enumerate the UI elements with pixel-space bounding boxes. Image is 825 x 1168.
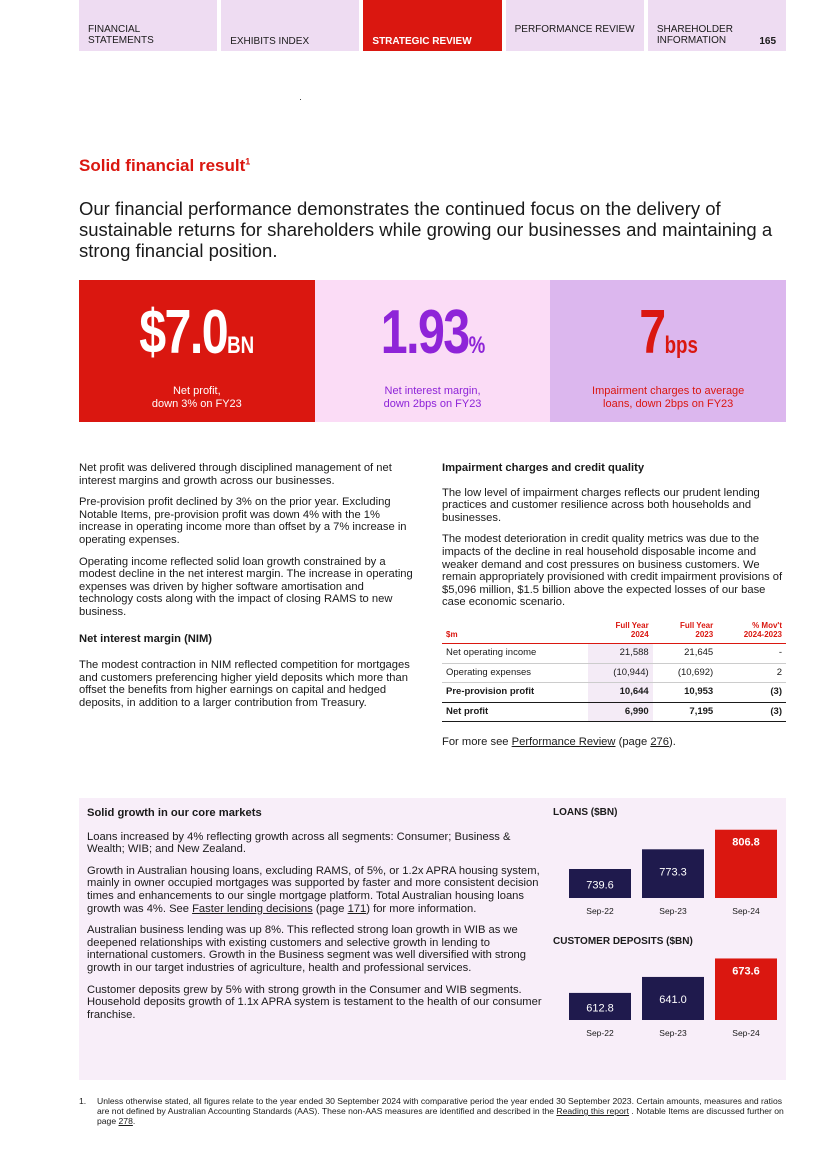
kpi-net-interest-margin xyxy=(315,280,551,422)
deposits-chart-title: CUSTOMER DEPOSITS ($BN) xyxy=(553,936,693,947)
table-cell: (3) xyxy=(717,683,786,703)
bar-value-label: 739.6 xyxy=(586,879,614,892)
table-row xyxy=(442,683,786,703)
table-row xyxy=(442,702,786,722)
table-cell: - xyxy=(717,643,786,663)
bar-value-label: 673.6 xyxy=(732,965,760,978)
kpi-description: Net profit, down 3% on FY23 xyxy=(151,385,242,410)
financial-table xyxy=(442,618,786,722)
paragraph: Growth in Australian housing loans, excluding RAMS, of 5%, or 1.2x APRA housing system, mainly in owner occupied mortgages was supported by faster and more consistent decision times and enhancements to our single mortgage platform. Total Australian housing loans growth was 4%. See Faster lending decisions (page 171) for more information. xyxy=(87,864,540,915)
kpi-value: $7.0BN xyxy=(139,298,255,367)
paragraph: The low level of impairment charges reflects our prudent lending practices and customer resilience across both households and businesses. xyxy=(442,486,760,524)
table-cell: 21,645 xyxy=(653,643,718,663)
bar-value-label: 612.8 xyxy=(586,1002,614,1015)
table-header: $m xyxy=(442,618,588,644)
table-header: Full Year 2024 xyxy=(588,618,653,644)
x-tick-label: Sep-22 xyxy=(586,906,614,916)
growth-text xyxy=(87,807,543,1030)
section-title: Solid financial result$^1$ xyxy=(79,156,251,175)
x-tick-label: Sep-24 xyxy=(732,906,760,916)
table-cell: Net profit xyxy=(442,702,588,722)
table-cell: 7,195 xyxy=(653,702,718,722)
table-row xyxy=(442,663,786,683)
tab-label: SHAREHOLDER INFORMATION xyxy=(656,24,733,46)
x-tick-label: Sep-22 xyxy=(586,1028,614,1038)
table-row xyxy=(442,643,786,663)
artifact-dot xyxy=(300,99,301,100)
tab-label: PERFORMANCE REVIEW xyxy=(514,24,635,35)
page-278-link[interactable]: 278 xyxy=(118,1116,133,1126)
tab-exhibits-index[interactable] xyxy=(221,0,359,51)
paragraph: Australian business lending was up 8%. This reflected strong loan growth in WIB as we deepened relationships with existing customers and selective growth in lending to international customers. Growth in the Business segment was well diversified with strong growth in our target industries of agriculture, health and professional services. xyxy=(87,924,526,974)
paragraph: The modest deterioration in credit quality metrics was due to the impacts of the decline in real household disposable income and weaker demand and cost pressures on business customers. We remain appropriately provisioned with credit impairment provisions of $5,096 million, $1.5 billion above the expected losses of our base case economic scenario. xyxy=(442,533,783,609)
kpi-net-profit xyxy=(79,280,315,422)
tab-label: FINANCIAL STATEMENTS xyxy=(88,24,154,46)
lead-paragraph: Our financial performance demonstrates the continued focus on the delivery of sustainable returns for shareholders while growing our businesses and maintaining a strong financial position. xyxy=(79,198,773,261)
kpi-value: 1.93% xyxy=(380,298,485,367)
cross-reference: For more see Performance Review (page 276). xyxy=(442,736,676,749)
bar-value-label: 641.0 xyxy=(659,993,687,1006)
tab-shareholder-information[interactable] xyxy=(648,0,786,51)
paragraph: The modest contraction in NIM reflected competition for mortgages and customers preferencing higher yield deposits which more than offset the benefits from higher earnings on capital and hedged deposits, in addition to a larger contribution from Treasury. xyxy=(79,659,410,709)
bar-value-label: 806.8 xyxy=(732,836,760,849)
faster-lending-link[interactable]: Faster lending decisions xyxy=(192,902,313,915)
bar-value-label: 773.3 xyxy=(659,866,687,879)
top-navigation xyxy=(79,0,786,51)
table-cell: 2 xyxy=(717,663,786,683)
loans-chart xyxy=(553,822,783,928)
x-tick-label: Sep-24 xyxy=(732,1028,760,1038)
nim-heading: Net interest margin (NIM) xyxy=(79,632,213,645)
table-cell: 10,953 xyxy=(653,683,718,703)
deposits-chart xyxy=(553,952,783,1048)
x-tick-label: Sep-23 xyxy=(659,906,687,916)
table-cell: 6,990 xyxy=(588,702,653,722)
table-header-row xyxy=(442,618,786,644)
loans-chart-title: LOANS ($BN) xyxy=(553,807,618,818)
table-header: % Mov't 2024-2023 xyxy=(717,618,786,644)
kpi-strip xyxy=(79,280,786,422)
table-header: Full Year 2023 xyxy=(653,618,718,644)
table-cell: 21,588 xyxy=(588,643,653,663)
paragraph: Net profit was delivered through disciplined management of net interest margins and growth across our businesses. xyxy=(79,462,392,487)
kpi-description: Impairment charges to average loans, down 2bps on FY23 xyxy=(592,385,745,410)
performance-review-link[interactable]: Performance Review xyxy=(511,736,616,749)
page-number: 165 xyxy=(759,36,777,47)
paragraph: Customer deposits grew by 5% with strong growth in the Consumer and WIB segments. Household deposits growth of 1.1x APRA system is testament to the health of our consumer franchise. xyxy=(87,983,542,1021)
kpi-description: Net interest margin, down 2bps on FY23 xyxy=(383,385,482,410)
paragraph: Operating income reflected solid loan growth constrained by a modest decline in the net interest margin. The increase in operating expenses was driven by higher software amortisation and technology costs along with the impact of closing RAMS to new business. xyxy=(79,555,413,618)
page-171-link[interactable]: 171 xyxy=(347,902,367,915)
kpi-value: 7bps xyxy=(638,298,698,367)
tab-performance-review[interactable] xyxy=(506,0,644,51)
tab-label: EXHIBITS INDEX xyxy=(230,36,310,47)
table-cell: Net operating income xyxy=(442,643,588,663)
page-276-link[interactable]: 276 xyxy=(650,736,669,749)
table-cell: (10,944) xyxy=(588,663,653,683)
left-column xyxy=(79,462,419,719)
table-cell: (10,692) xyxy=(653,663,718,683)
tab-financial-statements[interactable] xyxy=(79,0,217,51)
table-cell: Operating expenses xyxy=(442,663,588,683)
reading-this-report-link[interactable]: Reading this report xyxy=(556,1106,630,1116)
paragraph: Loans increased by 4% reflecting growth across all segments: Consumer; Business & Wealth; WIB; and New Zealand. xyxy=(87,830,511,856)
tab-strategic-review[interactable] xyxy=(363,0,501,51)
x-tick-label: Sep-23 xyxy=(659,1028,687,1038)
impairment-heading: Impairment charges and credit quality xyxy=(442,462,645,474)
tab-label: STRATEGIC REVIEW xyxy=(372,36,472,47)
paragraph: Pre-provision profit declined by 3% on the prior year. Excluding Notable Items, pre-provision profit was down 4% with the 1% increase in operating income more than offset by a 7% increase in operating expenses. xyxy=(79,496,407,546)
right-column xyxy=(442,462,786,758)
table-cell: Pre-provision profit xyxy=(442,683,588,703)
table-cell: 10,644 xyxy=(588,683,653,703)
footnote-marker: 1 xyxy=(245,156,251,167)
growth-heading: Solid growth in our core markets xyxy=(87,807,262,819)
footnote-number: 1. xyxy=(79,1096,87,1106)
kpi-impairment-charges xyxy=(550,280,786,422)
table-cell: (3) xyxy=(717,702,786,722)
growth-panel xyxy=(79,798,786,1080)
footnote: 1. Unless otherwise stated, all figures relate to the year ended 30 September 2024 with comparative period the year ended 30 September 2023. Certain amounts, measures and ratios are not defined by Australian Accounting Standards (AAS). These non-AAS measures are identified and described in the Reading this report . Notable Items are discussed further on page 278. xyxy=(79,1096,784,1126)
